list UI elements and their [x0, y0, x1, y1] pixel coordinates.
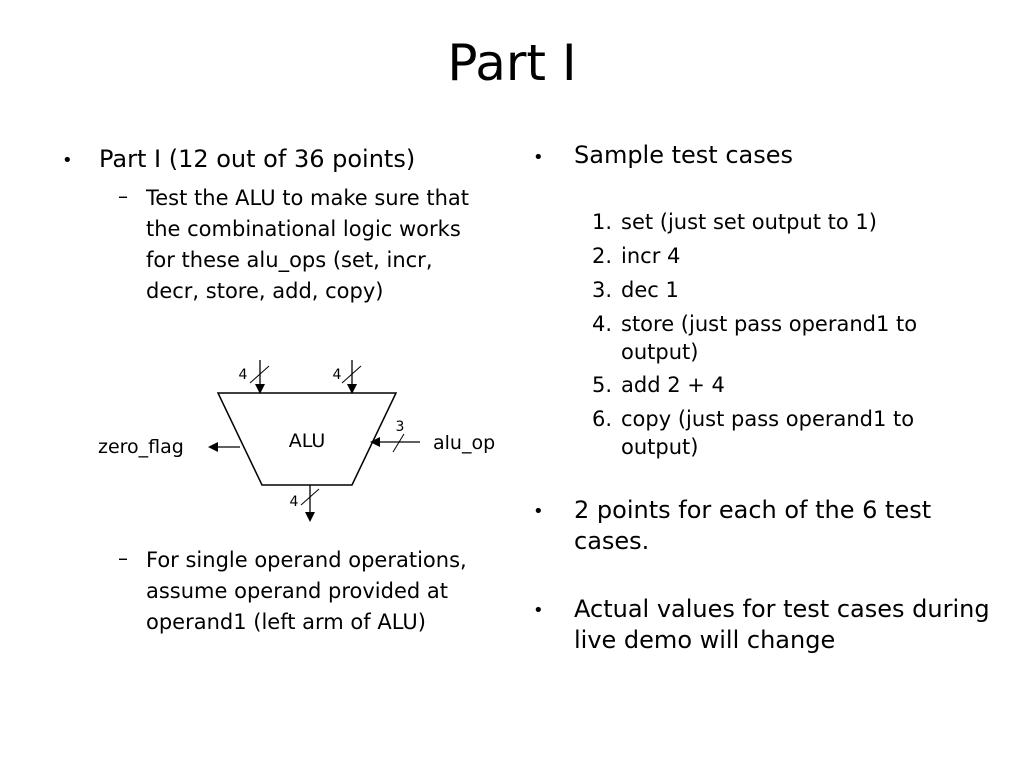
output-width: 4: [289, 494, 299, 510]
case-number: 6.: [591, 407, 612, 431]
case-number: 4.: [591, 312, 612, 336]
case-text: dec 1: [621, 278, 679, 302]
case-text: incr 4: [621, 244, 681, 268]
right-heading: Sample test cases: [574, 141, 794, 169]
bullet-dot: •: [533, 501, 544, 522]
case-text: set (just set output to 1): [621, 210, 877, 234]
alu-label: ALU: [288, 430, 326, 452]
left-bullet: Part I (12 out of 36 points): [99, 145, 416, 173]
right-bullet-2: 2 points for each of the 6 test cases.: [574, 496, 932, 555]
input-a-width: 4: [238, 367, 248, 383]
left-sub-bullet-1: Test the ALU to make sure that the combinational logic works for these alu_ops (set, incr, decr, store, add, copy): [146, 186, 469, 303]
right-bullet-3: Actual values for test cases during live demo will change: [574, 595, 990, 654]
alu-op-label: alu_op: [433, 432, 496, 454]
alu-op-slash: [393, 434, 404, 452]
input-b-width: 4: [332, 367, 342, 383]
bullet-dot: •: [533, 147, 544, 168]
left-sub-bullet-2: For single operand operations, assume operand provided at operand1 (left arm of ALU): [146, 548, 467, 634]
case-number: 3.: [591, 278, 612, 302]
zero-flag-label: zero_flag: [98, 436, 184, 458]
dash-marker: –: [118, 546, 128, 570]
bullet-dot: •: [533, 600, 544, 621]
case-number: 2.: [591, 244, 612, 268]
case-text: store (just pass operand1 to output): [621, 312, 918, 364]
case-text: copy (just pass operand1 to output): [621, 407, 915, 459]
case-number: 5.: [591, 373, 612, 397]
case-number: 1.: [591, 210, 612, 234]
case-text: add 2 + 4: [621, 373, 725, 397]
dash-marker: –: [118, 184, 128, 208]
alu-op-width: 3: [395, 419, 405, 435]
slide-title: Part I: [447, 34, 577, 92]
bullet-dot: •: [62, 150, 73, 171]
